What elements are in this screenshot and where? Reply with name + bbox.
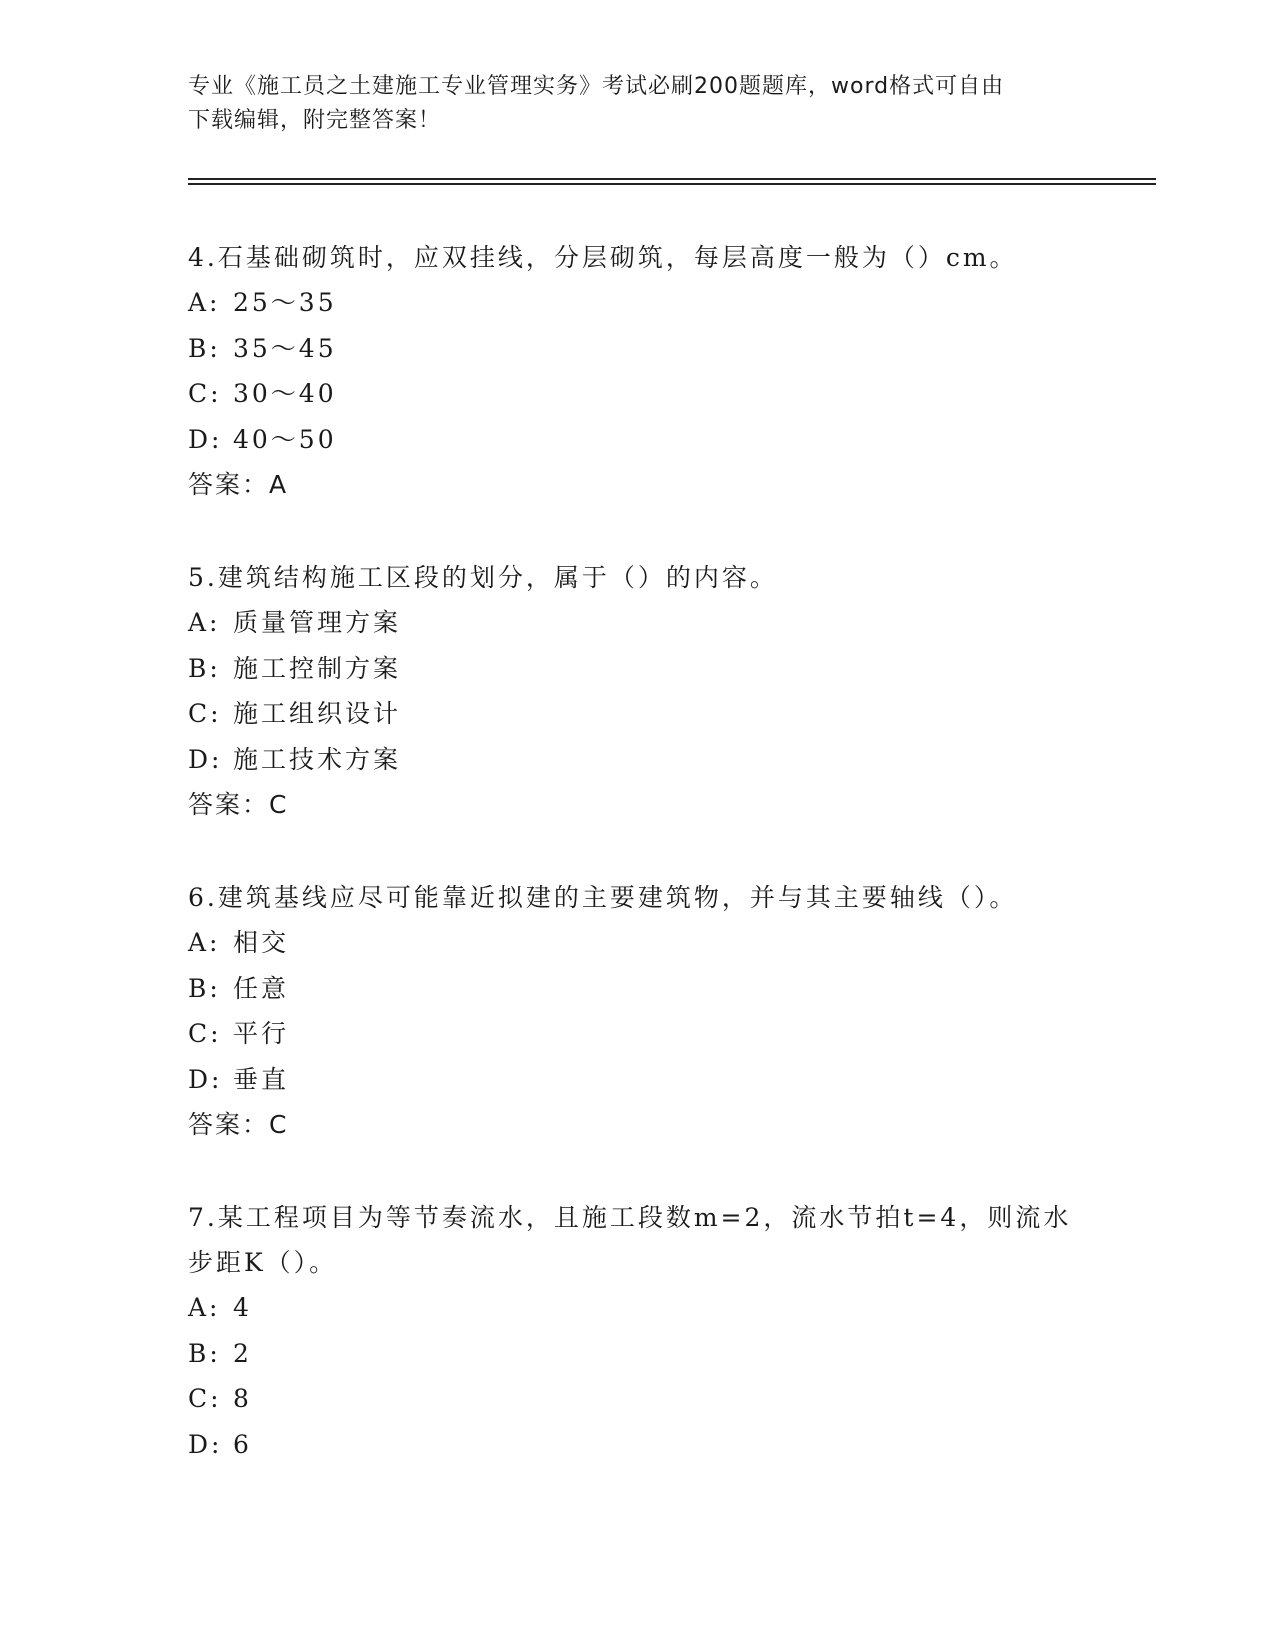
option-a	[188, 280, 1088, 326]
option-c	[188, 1011, 1088, 1057]
option-key: A:	[188, 608, 221, 637]
option-c	[188, 691, 1088, 737]
header-line-1: 专业《施工员之土建施工专业管理实务》考试必刷200题题库，word格式可自由	[188, 74, 1005, 99]
option-key: B:	[188, 653, 221, 683]
option-b	[188, 1331, 1088, 1377]
option-key: D:	[188, 424, 223, 454]
option-key: C:	[188, 1384, 222, 1413]
option-b	[188, 326, 1088, 372]
option-b	[188, 966, 1088, 1012]
option-text: 任意	[233, 973, 290, 1003]
answer-line: 答案：C	[188, 790, 289, 819]
option-a	[188, 920, 1088, 966]
answer-line: 答案：A	[188, 470, 289, 499]
option-key: A:	[188, 1293, 221, 1322]
header-divider-top	[188, 178, 1156, 180]
option-key: D:	[188, 1064, 223, 1094]
document-header	[188, 70, 1068, 138]
question-7	[188, 1195, 1088, 1467]
option-text: 平行	[233, 1019, 290, 1048]
question-4	[188, 235, 1088, 507]
option-c	[188, 1376, 1088, 1422]
option-key: D:	[188, 1429, 223, 1459]
option-text: 施工组织设计	[233, 699, 402, 728]
option-d	[188, 737, 1088, 783]
option-d	[188, 1057, 1088, 1103]
option-text: 6	[233, 1429, 252, 1459]
option-d	[188, 1422, 1088, 1468]
option-text: 35～45	[233, 333, 337, 363]
option-key: C:	[188, 379, 222, 408]
option-b	[188, 646, 1088, 692]
option-key: B:	[188, 1338, 221, 1368]
option-text: 40～50	[233, 424, 337, 454]
option-key: C:	[188, 1019, 222, 1048]
option-a	[188, 1285, 1088, 1331]
header-line-2: 下载编辑，附完整答案！	[188, 108, 442, 133]
header-divider-bottom	[188, 183, 1156, 185]
option-key: C:	[188, 699, 222, 728]
question-stem: 5.建筑结构施工区段的划分，属于（）的内容。	[188, 563, 778, 592]
option-text: 相交	[233, 928, 290, 957]
option-c	[188, 371, 1088, 417]
option-a	[188, 600, 1088, 646]
option-key: A:	[188, 288, 221, 317]
option-text: 30～40	[233, 379, 337, 408]
answer-line: 答案：C	[188, 1110, 289, 1139]
option-d	[188, 417, 1088, 463]
option-text: 施工控制方案	[233, 653, 402, 683]
option-key: B:	[188, 333, 221, 363]
option-text: 4	[233, 1293, 252, 1322]
option-key: B:	[188, 973, 221, 1003]
question-stem: 7.某工程项目为等节奏流水，且施工段数m=2，流水节拍t=4，则流水步距K（）。	[188, 1203, 1072, 1277]
option-text: 2	[233, 1338, 252, 1368]
option-text: 质量管理方案	[233, 608, 402, 637]
option-key: A:	[188, 928, 221, 957]
option-text: 垂直	[233, 1064, 290, 1094]
question-5	[188, 555, 1088, 827]
question-stem: 6.建筑基线应尽可能靠近拟建的主要建筑物，并与其主要轴线（）。	[188, 883, 1018, 912]
option-text: 25～35	[233, 288, 337, 317]
question-stem: 4.石基础砌筑时，应双挂线，分层砌筑，每层高度一般为（）cm。	[188, 243, 1018, 272]
question-6	[188, 875, 1088, 1147]
option-text: 施工技术方案	[233, 744, 402, 774]
option-text: 8	[233, 1384, 252, 1413]
option-key: D:	[188, 744, 223, 774]
